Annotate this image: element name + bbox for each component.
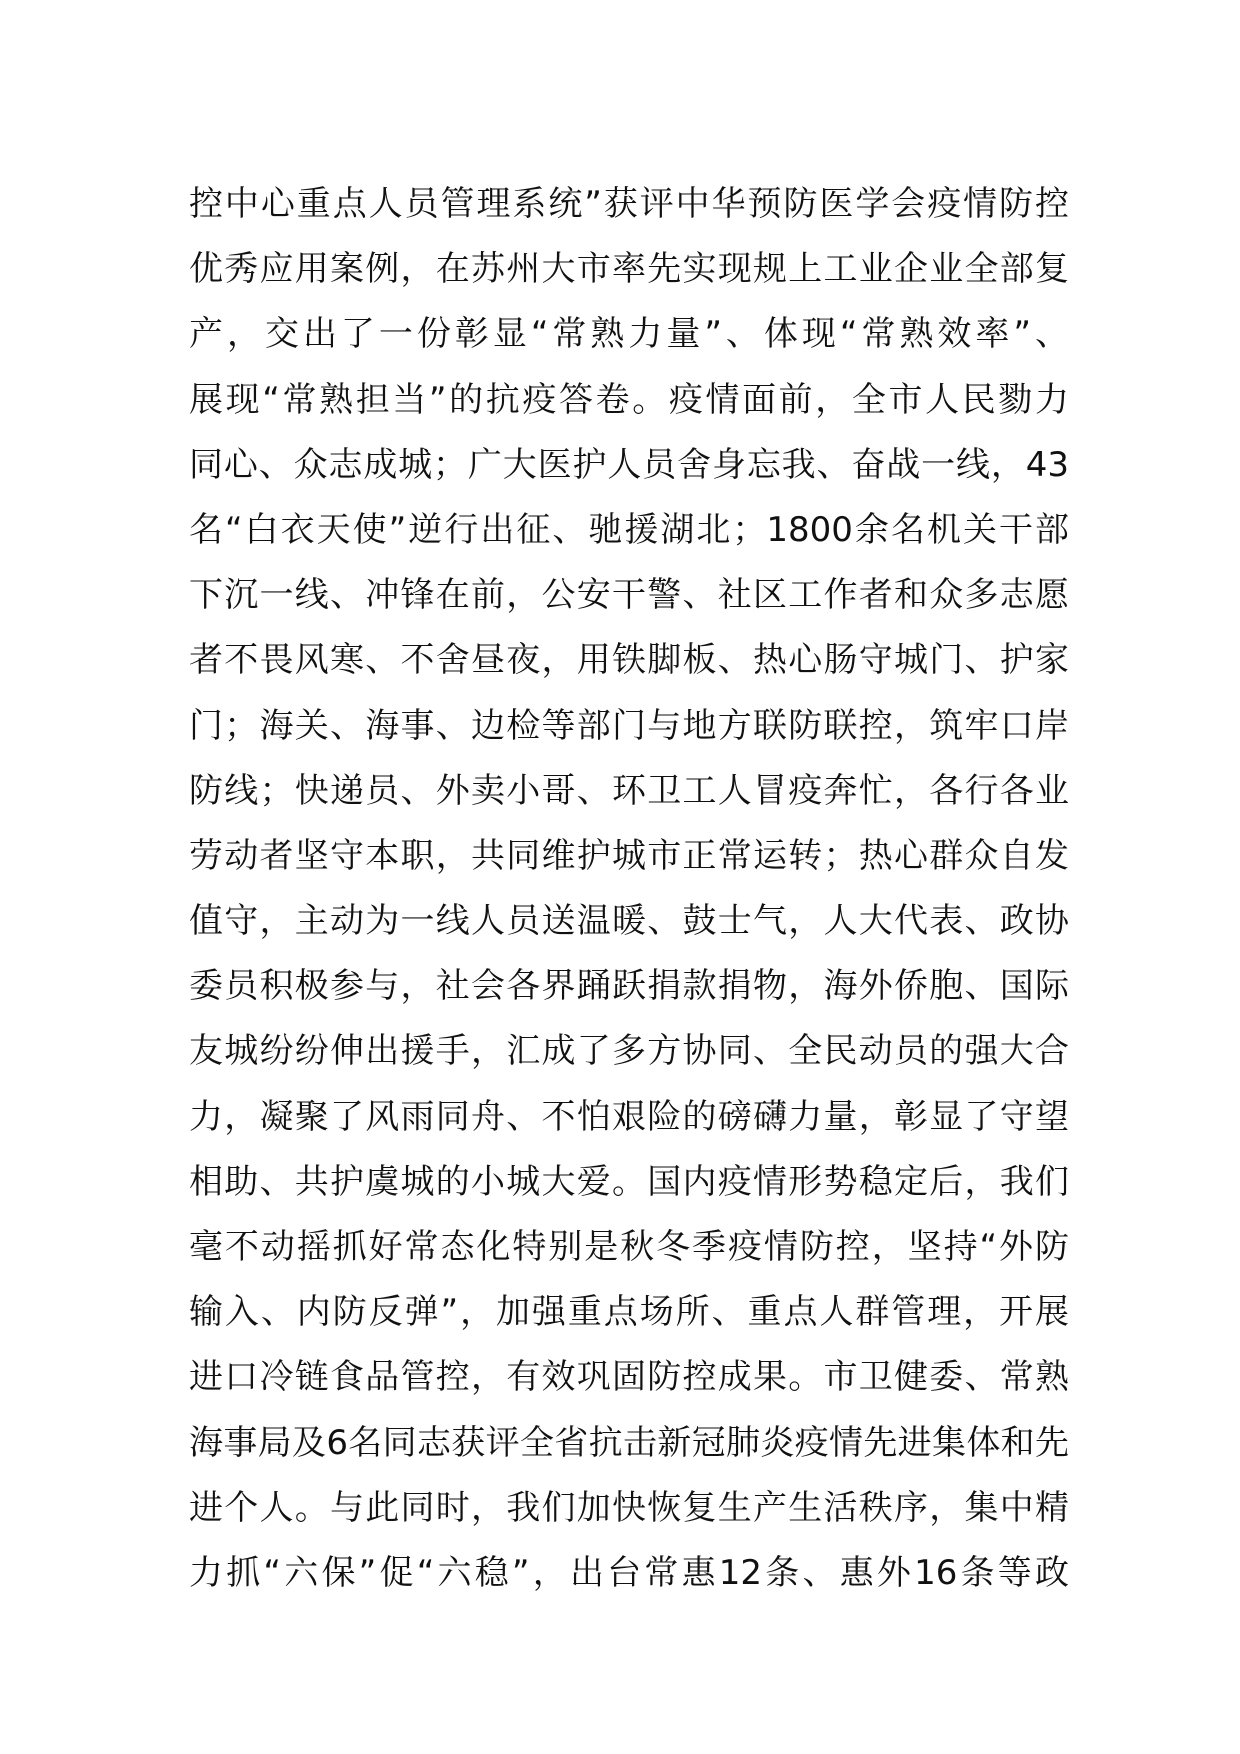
text-line: 相助、共护虞城的小城大爱。国内疫情形势稳定后，我们	[189, 1161, 1069, 1202]
text-line: 优秀应用案例，在苏州大市率先实现规上工业企业全部复	[189, 249, 1069, 290]
text-line: 者不畏风寒、不舍昼夜，用铁脚板、热心肠守城门、护家	[189, 640, 1069, 681]
text-line: 进个人。与此同时，我们加快恢复生产生活秩序，集中精	[189, 1487, 1069, 1528]
text-line: 防线；快递员、外卖小哥、环卫工人冒疫奔忙，各行各业	[189, 770, 1069, 811]
text-line: 控中心重点人员管理系统”获评中华预防医学会疫情防控	[189, 184, 1069, 224]
body-paragraph	[189, 172, 1069, 1606]
text-line: 海事局及6名同志获评全省抗击新冠肺炎疫情先进集体和先	[189, 1422, 1069, 1463]
text-line: 力抓“六保”促“六稳”，出台常惠12条、惠外16条等政	[189, 1552, 1069, 1593]
text-line: 毫不动摇抓好常态化特别是秋冬季疫情防控，坚持“外防	[189, 1227, 1069, 1267]
text-line: 值守，主动为一线人员送温暖、鼓士气，人大代表、政协	[189, 901, 1069, 942]
text-line: 进口冷链食品管控，有效巩固防控成果。市卫健委、常熟	[189, 1357, 1069, 1398]
text-line: 同心、众志成城；广大医护人员舍身忘我、奋战一线，43	[189, 444, 1069, 485]
text-line: 展现“常熟担当”的抗疫答卷。疫情面前，全市人民勠力	[189, 379, 1069, 420]
text-line: 劳动者坚守本职，共同维护城市正常运转；热心群众自发	[189, 835, 1069, 876]
text-line: 委员积极参与，社会各界踊跃捐款捐物，海外侨胞、国际	[189, 966, 1069, 1007]
text-line: 输入、内防反弹”，加强重点场所、重点人群管理，开展	[189, 1292, 1069, 1333]
text-line: 门；海关、海事、边检等部门与地方联防联控，筑牢口岸	[189, 705, 1069, 746]
text-line: 名“白衣天使”逆行出征、驰援湖北；1800余名机关干部	[189, 509, 1069, 550]
text-line: 产，交出了一份彰显“常熟力量”、体现“常熟效率”、	[189, 314, 1069, 355]
text-line: 下沉一线、冲锋在前，公安干警、社区工作者和众多志愿	[189, 575, 1069, 616]
text-line: 友城纷纷伸出援手，汇成了多方协同、全民动员的强大合	[189, 1031, 1069, 1072]
text-line: 力，凝聚了风雨同舟、不怕艰险的磅礴力量，彰显了守望	[189, 1096, 1069, 1137]
